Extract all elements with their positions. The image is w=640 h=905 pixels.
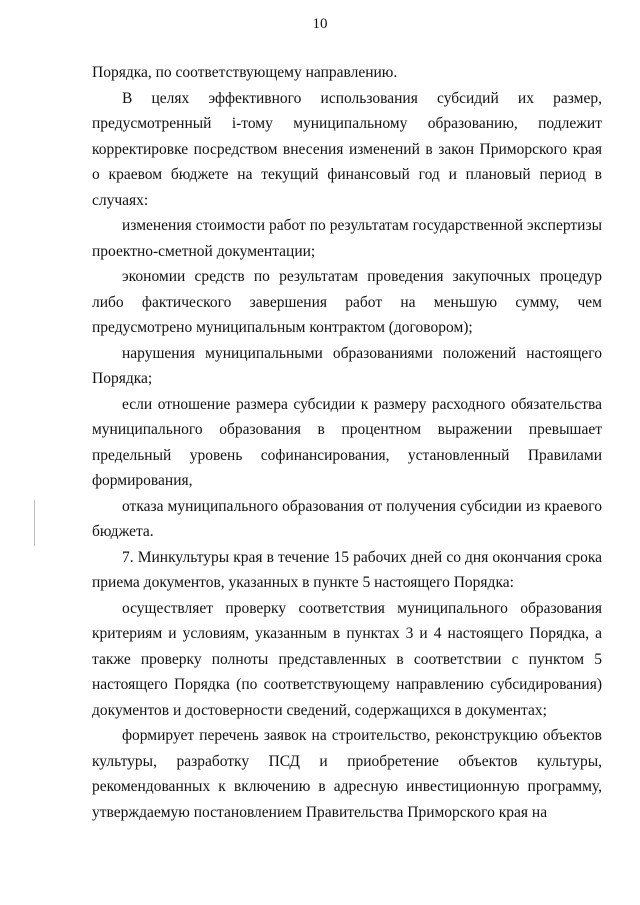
paragraph: Порядка, по соответствующему направлению. [92, 64, 398, 81]
paragraph: формирует перечень заявок на строительство, реконструкцию объектов культуры, разработку ПСД и приобретение объектов культуры, рекомендованных к включению в адресную инвестиционную программу, утверждаемую постановлением Правительства Приморского края на [92, 727, 602, 821]
paragraph: 7. Минкультуры края в течение 15 рабочих дней со дня окончания срока приема документов, указанных в пункте 5 настоящего Порядка: [92, 548, 602, 591]
page-number: 10 [312, 16, 328, 32]
paragraph: изменения стоимости работ по результатам государственной экспертизы проектно-сметной документации; [92, 217, 602, 260]
margin-mark [34, 500, 35, 546]
paragraph: если отношение размера субсидии к размеру расходного обязательства муниципального образования в процентном выражении превышает предельный уровень софинансирования, установленный Правилами формирования, [92, 395, 602, 489]
paragraph: экономии средств по результатам проведения закупочных процедур либо фактического завершения работ на меньшую сумму, чем предусмотрено муниципальным контрактом (договором); [92, 268, 602, 336]
paragraph: нарушения муниципальными образованиями положений настоящего Порядка; [92, 344, 602, 387]
paragraph: отказа муниципального образования от получения субсидии из краевого бюджета. [92, 497, 602, 540]
paragraph: В целях эффективного использования субсидий их размер, предусмотренный i-тому муниципальному образованию, подлежит корректировке посредством внесения изменений в закон Приморского края о краевом бюджете на текущий финансовый год и плановый период в случаях: [92, 89, 602, 209]
document-body [92, 60, 602, 825]
paragraph: осуществляет проверку соответствия муниципального образования критериям и условиям, указанным в пунктах 3 и 4 настоящего Порядка, а также проверку полноты представленных в соответствии с пунктом 5 настоящего Порядка (по соответствующему направлению субсидирования) документов и достоверности сведений, содержащихся в документах; [92, 599, 602, 719]
